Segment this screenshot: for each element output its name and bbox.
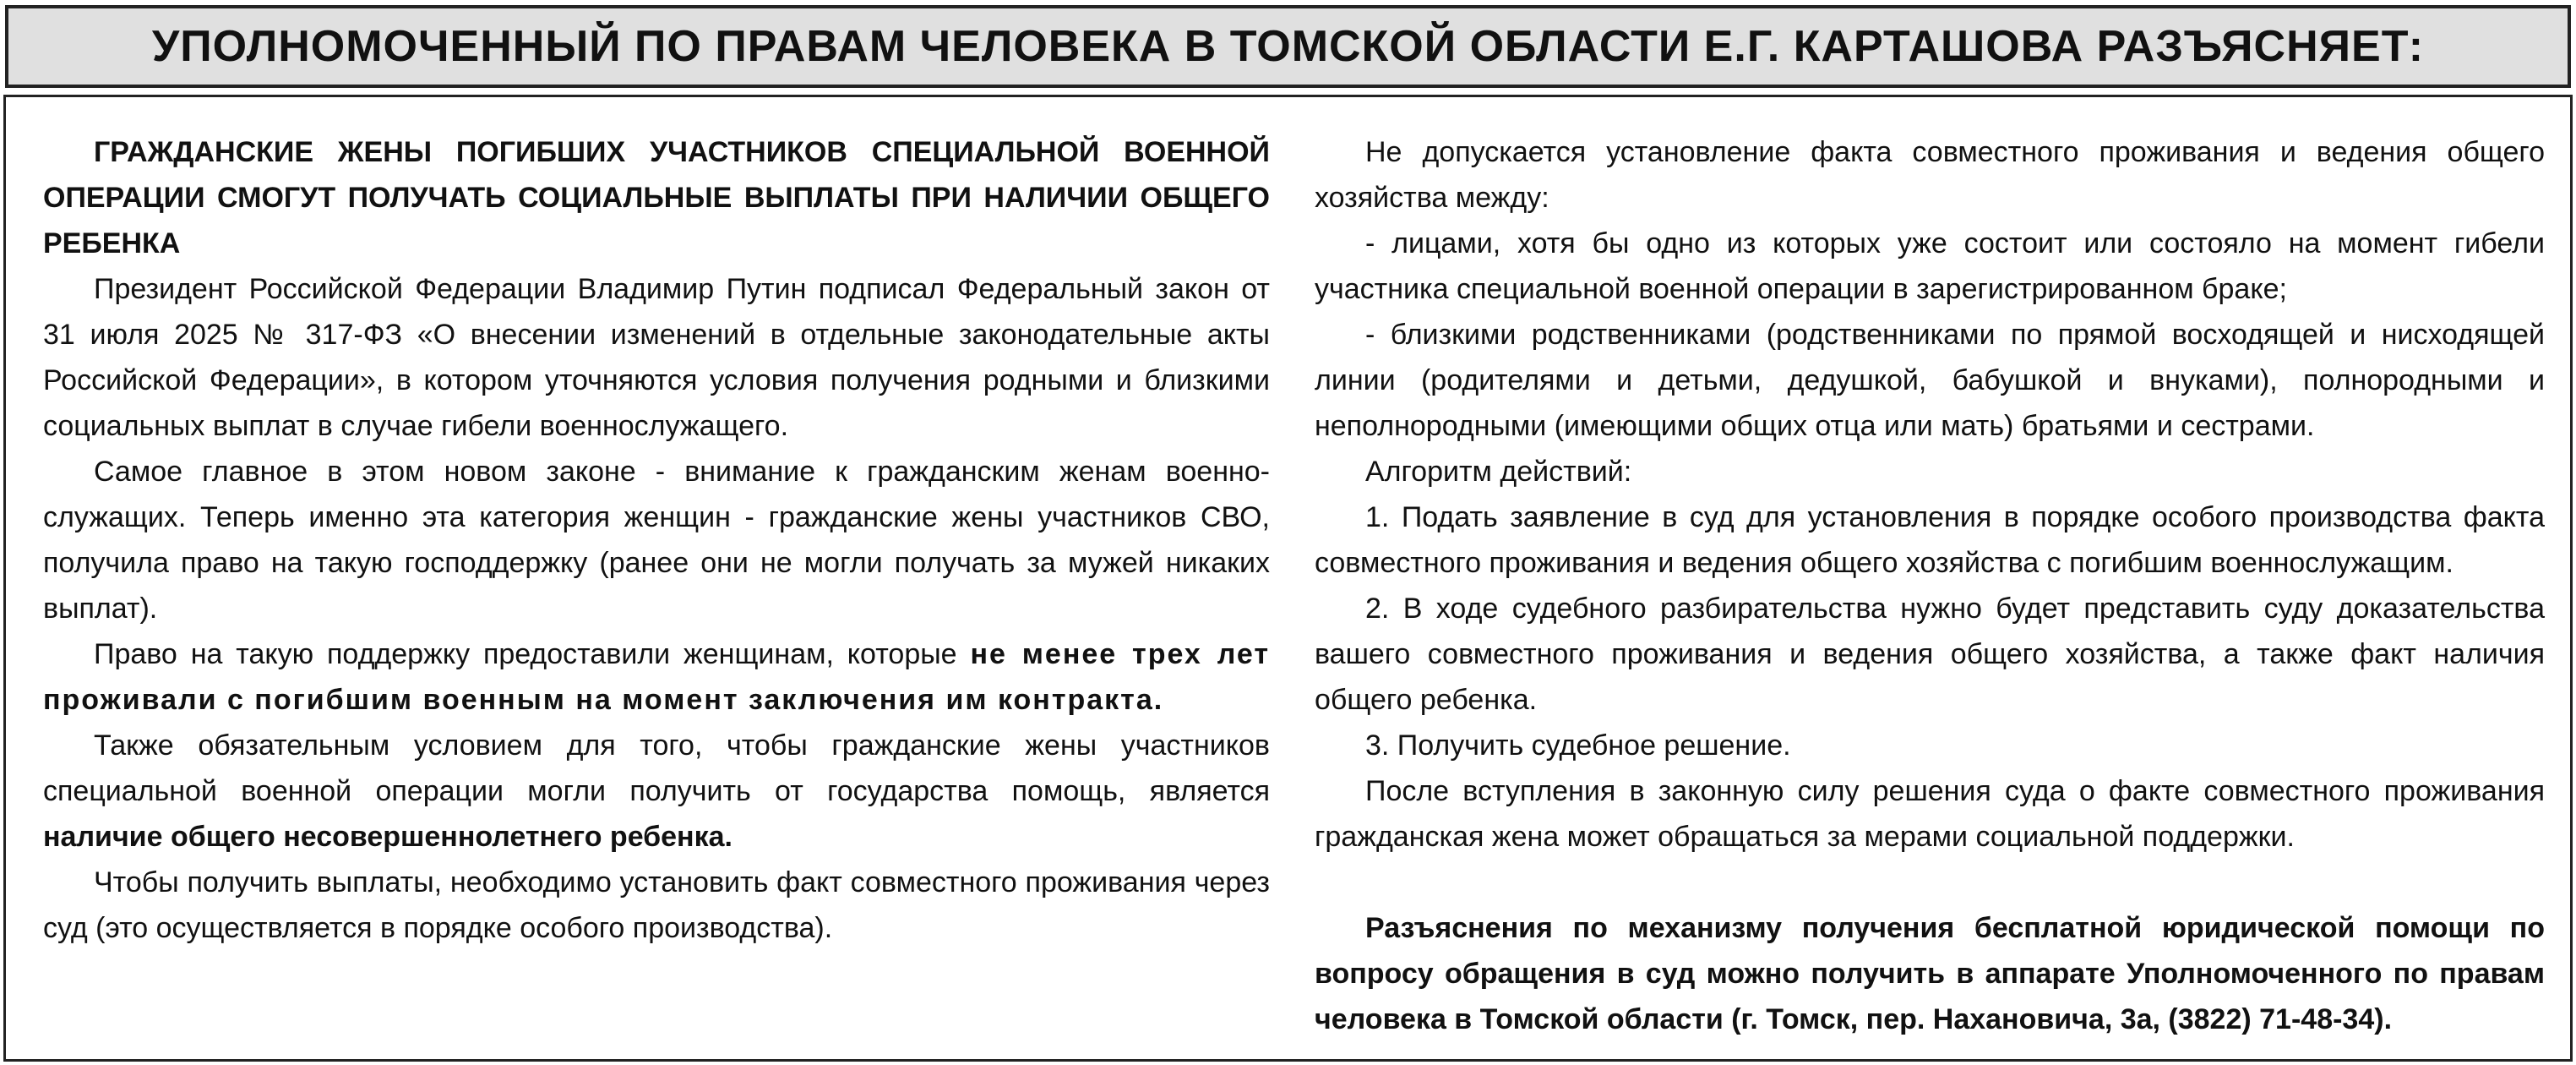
- emphasis-common-child: наличие общего несовершеннолетнего ребенка.: [43, 821, 732, 853]
- paragraph-step-3: 3. Получить судебное решение.: [1365, 729, 1791, 762]
- page-title: УПОЛНОМОЧЕННЫЙ ПО ПРАВАМ ЧЕЛОВЕКА В ТОМСКОЙ ОБЛАСТИ Е.Г. КАРТАШОВА РАЗЪЯСНЯЕТ:: [151, 22, 2425, 71]
- paragraph-algorithm-heading: Алгоритм действий:: [1365, 456, 1632, 488]
- paragraph-condition-child: [43, 723, 1270, 860]
- paragraph-text: Право на такую поддержку предоставили женщинам, которые: [94, 638, 971, 670]
- paragraph-condition-cohabitation: [43, 631, 1270, 723]
- paragraph-text: Также обязательным условием для того, чтобы гражданские жены участников специальной военной операции могли получить от государства помощь, является: [43, 729, 1270, 807]
- left-column: [43, 129, 1270, 951]
- paragraph-main-point: Самое главное в этом новом законе - внимание к гражданским женам военнослужащих. Теперь именно эта категория женщин - гражданские жены участников СВО, получила право на такую господдержку (ранее они не могли получать за мужей никаких выплат).: [43, 456, 1270, 625]
- emphasis-three-years: не менее трех лет проживали с погибшим военным на момент заключения им контракта.: [43, 638, 1270, 716]
- paragraph-after-decision: После вступления в законную силу решения суда о факте совместного проживания гражданская жена может обращаться за мерами социальной поддержки.: [1315, 775, 2545, 853]
- paragraph-restriction-relatives: - близкими родственниками (родственниками по прямой восходящей и нисходящей линии (родителями и детьми, дедушкой, бабушкой и внуками), полнородными и неполнородными (имеющими общих отца или мать) братьями и сестрами.: [1315, 319, 2545, 442]
- paragraph-court: Чтобы получить выплаты, необходимо установить факт совместного проживания через суд (это осуществляется в порядке особого производства).: [43, 866, 1270, 944]
- paragraph-law: Президент Российской Федерации Владимир Путин подписал Федеральный закон от 31 июля 2025 № 317-ФЗ «О внесении изменений в отдельные законодательные акты Российской Федерации», в котором уточняются условия получения родными и близкими социальных выплат в случае гибели военнослужащего.: [43, 273, 1270, 442]
- content-frame: [3, 95, 2573, 1062]
- paragraph-contact-info: Разъяснения по механизму получения бесплатной юридической помощи по вопросу обращения в суд можно получить в аппарате Уполномоченного по правам человека в Томской области (г. Томск, пер. Нахановича, 3а, (3822) 71-48-34).: [1315, 912, 2545, 1035]
- paragraph-step-1: 1. Подать заявление в суд для установления в порядке особого производства факта совместного проживания и ведения общего хозяйства с погибшим военнослужащим.: [1315, 501, 2545, 579]
- spacer: [1315, 860, 2545, 905]
- article-subtitle: ГРАЖДАНСКИЕ ЖЕНЫ ПОГИБШИХ УЧАСТНИКОВ СПЕЦИАЛЬНОЙ ВОЕННОЙ ОПЕРАЦИИ СМОГУТ ПОЛУЧАТЬ СОЦИАЛЬНЫЕ ВЫПЛАТЫ ПРИ НАЛИЧИИ ОБЩЕГО РЕБЕНКА: [43, 136, 1270, 259]
- header-banner: [5, 5, 2571, 88]
- right-column: [1315, 129, 2545, 1042]
- paragraph-restriction-married: - лицами, хотя бы одно из которых уже состоит или состояло на момент гибели участника специальной военной операции в зарегистрированном браке;: [1315, 227, 2545, 305]
- paragraph-restrictions: Не допускается установление факта совместного проживания и ведения общего хозяйства между:: [1315, 136, 2545, 214]
- paragraph-step-2: 2. В ходе судебного разбирательства нужно будет представить суду доказательства вашего совместного проживания и ведения общего хозяйства, а также факт наличия общего ребенка.: [1315, 593, 2545, 716]
